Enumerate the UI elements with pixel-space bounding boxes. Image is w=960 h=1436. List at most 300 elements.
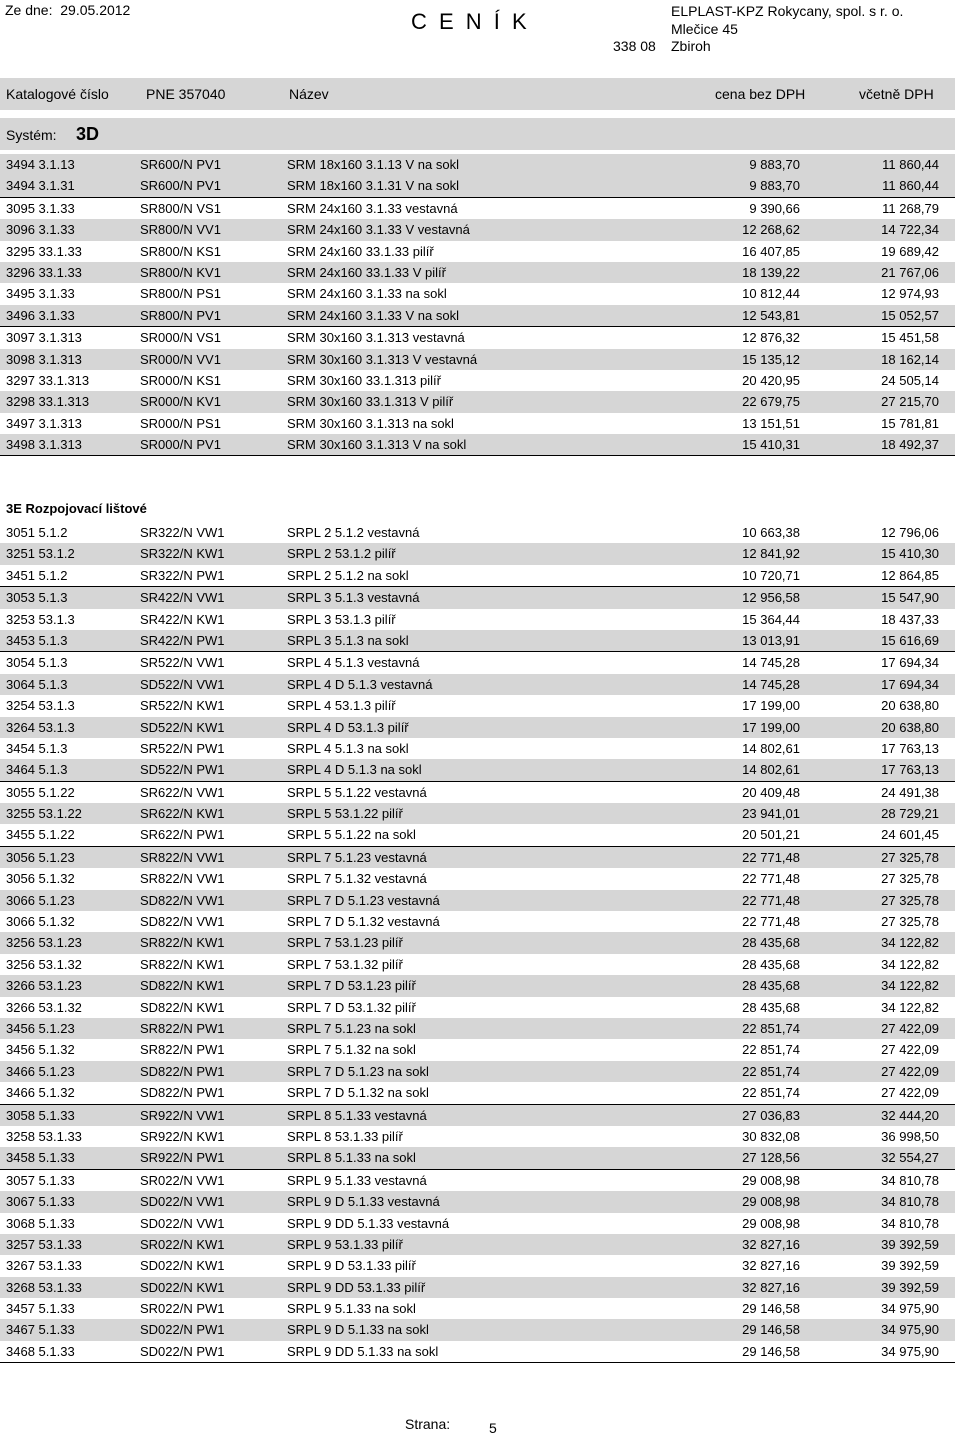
cell-price-gross: 32 554,27 [881,1150,939,1166]
table-row [0,759,955,781]
cell-price-gross: 34 975,90 [881,1322,939,1338]
company-city: Zbiroh [671,38,711,54]
cell-name: SRPL 5 5.1.22 vestavná [287,784,427,800]
company-address [671,2,903,38]
cell-name: SRPL 8 5.1.33 na sokl [287,1150,416,1166]
cell-price-gross: 11 860,44 [882,157,939,172]
company-name: ELPLAST-KPZ Rokycany, spol. s r. o. [671,3,904,19]
cell-price-gross: 28 729,21 [881,806,939,822]
cell-price-gross: 17 763,13 [881,762,939,778]
cell-catalog: 3298 33.1.313 [6,394,90,410]
cell-price-gross: 34 122,82 [881,956,939,972]
cell-pne: SR822/N VW1 [140,871,225,887]
cell-pne: SR022/N PW1 [140,1301,225,1317]
cell-pne: SR600/N PV1 [140,157,221,172]
table-row [0,262,955,283]
cell-pne: SR522/N VW1 [140,655,225,671]
cell-price-gross: 39 392,59 [881,1279,939,1295]
cell-catalog: 3253 53.1.3 [6,611,75,627]
col-price-gross: včetně DPH [859,86,934,102]
cell-pne: SR622/N KW1 [140,806,225,822]
table-row [0,1039,955,1060]
cell-pne: SR422/N VW1 [140,590,225,606]
cell-price-net: 14 745,28 [742,655,800,671]
cell-price-gross: 34 122,82 [881,978,939,994]
cell-price-net: 12 841,92 [742,546,800,562]
table-row [0,782,955,803]
cell-name: SRM 30x160 33.1.313 V pilíř [287,394,454,410]
cell-price-gross: 27 325,78 [881,849,939,865]
cell-price-gross: 27 325,78 [881,914,939,930]
cell-name: SRPL 4 53.1.3 pilíř [287,698,396,714]
cell-price-net: 10 812,44 [742,286,800,302]
date-value: 29.05.2012 [60,2,131,18]
cell-catalog: 3066 5.1.32 [6,914,75,930]
cell-price-gross: 34 975,90 [881,1301,939,1317]
cell-catalog: 3095 3.1.33 [6,200,75,216]
cell-pne: SR322/N PW1 [140,567,225,583]
cell-price-gross: 15 616,69 [881,632,939,648]
cell-pne: SR822/N VW1 [140,849,225,865]
cell-name: SRM 24x160 33.1.33 V pilíř [287,264,446,280]
cell-catalog: 3457 5.1.33 [6,1301,75,1317]
cell-price-net: 14 802,61 [742,740,800,756]
table-row [0,154,955,175]
table-row [0,932,955,953]
cell-pne: SD822/N PW1 [140,1063,225,1079]
cell-name: SRPL 7 5.1.32 vestavná [287,871,427,887]
cell-catalog: 3453 5.1.3 [6,632,68,648]
cell-pne: SD522/N KW1 [140,719,225,735]
col-price-net: cena bez DPH [715,86,806,102]
system-label: Systém: [6,127,57,143]
cell-catalog: 3053 5.1.3 [6,590,68,606]
cell-catalog: 3068 5.1.33 [6,1215,75,1231]
cell-price-net: 14 802,61 [742,762,800,778]
cell-price-net: 29 008,98 [742,1215,800,1231]
cell-catalog: 3057 5.1.33 [6,1172,75,1188]
cell-pne: SR422/N KW1 [140,611,225,627]
table-row [0,868,955,889]
cell-name: SRM 24x160 3.1.33 V vestavná [287,222,470,238]
cell-price-gross: 17 694,34 [881,676,939,692]
cell-pne: SR322/N KW1 [140,546,225,562]
cell-price-net: 29 146,58 [742,1343,800,1359]
table-row [0,717,955,738]
cell-price-gross: 27 422,09 [881,1085,939,1101]
cell-price-gross: 11 268,79 [882,200,939,216]
cell-pne: SR000/N KV1 [140,394,221,410]
cell-price-gross: 27 422,09 [881,1063,939,1079]
cell-price-gross: 12 864,85 [881,567,939,583]
cell-price-gross: 21 767,06 [881,264,939,280]
cell-name: SRPL 9 5.1.33 na sokl [287,1301,416,1317]
table-row [0,738,955,759]
cell-pne: SR800/N VS1 [140,200,221,216]
cell-price-net: 22 851,74 [742,1063,800,1079]
table-row [0,370,955,391]
cell-name: SRPL 4 5.1.3 vestavná [287,655,420,671]
cell-pne: SR922/N KW1 [140,1128,225,1144]
cell-price-gross: 18 162,14 [881,351,939,367]
cell-price-net: 20 409,48 [742,784,800,800]
cell-price-net: 12 543,81 [742,307,800,323]
table-row [0,824,955,846]
cell-name: SRPL 9 DD 5.1.33 vestavná [287,1215,450,1231]
cell-price-net: 30 832,08 [742,1128,800,1144]
cell-catalog: 3296 33.1.33 [6,264,82,280]
cell-price-net: 9 883,70 [749,178,800,194]
table-row [0,434,955,456]
cell-price-net: 17 199,00 [742,719,800,735]
cell-name: SRPL 9 DD 5.1.33 na sokl [287,1343,439,1359]
cell-name: SRPL 8 5.1.33 vestavná [287,1107,427,1123]
table-row [0,1147,955,1169]
table-row [0,803,955,824]
cell-catalog: 3456 5.1.23 [6,1020,75,1036]
cell-catalog: 3451 5.1.2 [6,567,68,583]
cell-pne: SR822/N KW1 [140,935,225,951]
col-catalog: Katalogové číslo [6,86,109,102]
page-title: C E N Í K [411,9,530,34]
page-number: 5 [489,1420,497,1436]
table-row [0,1234,955,1255]
cell-name: SRPL 7 53.1.32 pilíř [287,956,403,972]
cell-price-gross: 27 422,09 [881,1020,939,1036]
cell-price-net: 32 827,16 [742,1258,800,1274]
cell-catalog: 3295 33.1.33 [6,243,82,259]
cell-name: SRPL 7 D 5.1.23 vestavná [287,892,440,908]
cell-price-net: 22 771,48 [742,871,800,887]
cell-price-gross: 15 781,81 [881,415,939,431]
table-row [0,175,955,197]
cell-price-net: 29 146,58 [742,1301,800,1317]
cell-catalog: 3455 5.1.22 [6,827,75,843]
cell-pne: SD022/N KW1 [140,1279,225,1295]
table-row [0,391,955,412]
table-row [0,1082,955,1104]
cell-name: SRM 24x160 3.1.33 vestavná [287,200,458,216]
table-row [0,695,955,716]
table-row [0,630,955,652]
cell-price-net: 22 771,48 [742,914,800,930]
cell-price-gross: 20 638,80 [881,719,939,735]
cell-price-gross: 15 547,90 [881,590,939,606]
cell-name: SRM 24x160 3.1.33 na sokl [287,286,447,302]
cell-catalog: 3267 53.1.33 [6,1258,82,1274]
cell-name: SRPL 4 D 53.1.3 pilíř [287,719,409,735]
cell-pne: SD822/N KW1 [140,999,225,1015]
cell-catalog: 3264 53.1.3 [6,719,75,735]
table-row [0,1170,955,1191]
cell-price-gross: 27 325,78 [881,871,939,887]
cell-name: SRPL 7 D 53.1.23 pilíř [287,978,416,994]
cell-price-gross: 27 422,09 [881,1042,939,1058]
cell-name: SRPL 9 53.1.33 pilíř [287,1236,403,1252]
cell-price-gross: 39 392,59 [881,1236,939,1252]
cell-price-net: 22 679,75 [742,394,800,410]
cell-pne: SR800/N VV1 [140,222,221,238]
cell-price-gross: 17 694,34 [881,655,939,671]
cell-pne: SR800/N PV1 [140,307,221,323]
cell-pne: SR000/N VV1 [140,351,221,367]
cell-price-net: 29 008,98 [742,1172,800,1188]
table-row [0,1341,955,1363]
cell-price-net: 20 420,95 [742,372,800,388]
cell-price-net: 12 876,32 [742,330,800,346]
table-row [0,565,955,587]
cell-catalog: 3498 3.1.313 [6,437,82,453]
cell-pne: SR800/N PS1 [140,286,221,302]
cell-pne: SR922/N VW1 [140,1107,225,1123]
cell-name: SRPL 9 5.1.33 vestavná [287,1172,427,1188]
col-pne: PNE 357040 [146,86,226,102]
cell-pne: SR822/N PW1 [140,1020,225,1036]
cell-catalog: 3458 5.1.33 [6,1150,75,1166]
table-row [0,975,955,996]
cell-catalog: 3055 5.1.22 [6,784,75,800]
cell-name: SRPL 9 D 5.1.33 vestavná [287,1194,440,1210]
cell-name: SRM 30x160 3.1.313 na sokl [287,415,454,431]
cell-catalog: 3254 53.1.3 [6,698,75,714]
cell-pne: SR922/N PW1 [140,1150,225,1166]
cell-price-net: 20 501,21 [742,827,800,843]
cell-price-net: 15 364,44 [742,611,800,627]
cell-name: SRPL 7 5.1.32 na sokl [287,1042,416,1058]
cell-pne: SR800/N KS1 [140,243,221,259]
table-row [0,305,955,327]
cell-name: SRPL 7 D 5.1.32 na sokl [287,1085,429,1101]
cell-price-net: 22 851,74 [742,1042,800,1058]
cell-catalog: 3494 3.1.31 [6,178,75,194]
cell-name: SRM 18x160 3.1.13 V na sokl [287,157,459,172]
cell-price-net: 12 268,62 [742,222,800,238]
cell-name: SRPL 9 DD 53.1.33 pilíř [287,1279,426,1295]
date-label: Ze dne: [5,2,53,18]
table-row [0,674,955,695]
system-bar [0,118,955,150]
cell-price-gross: 18 492,37 [881,437,939,453]
cell-name: SRPL 4 D 5.1.3 vestavná [287,676,433,692]
cell-catalog: 3464 5.1.3 [6,762,68,778]
cell-pne: SR600/N PV1 [140,178,221,194]
table-row [0,1061,955,1082]
cell-pne: SR822/N PW1 [140,1042,225,1058]
cell-catalog: 3067 5.1.33 [6,1194,75,1210]
cell-pne: SR822/N KW1 [140,956,225,972]
date [5,2,130,18]
cell-pne: SR800/N KV1 [140,264,221,280]
cell-price-net: 28 435,68 [742,935,800,951]
cell-name: SRPL 7 5.1.23 na sokl [287,1020,416,1036]
cell-name: SRPL 2 5.1.2 vestavná [287,525,420,540]
cell-catalog: 3497 3.1.313 [6,415,82,431]
cell-name: SRPL 7 D 53.1.32 pilíř [287,999,416,1015]
cell-name: SRPL 7 5.1.23 vestavná [287,849,427,865]
cell-price-net: 32 827,16 [742,1279,800,1295]
cell-price-gross: 15 410,30 [881,546,939,562]
table-row [0,1298,955,1319]
cell-price-gross: 34 810,78 [881,1194,939,1210]
cell-pne: SD022/N VW1 [140,1194,225,1210]
cell-catalog: 3258 53.1.33 [6,1128,82,1144]
cell-name: SRPL 4 D 5.1.3 na sokl [287,762,422,778]
cell-name: SRPL 5 5.1.22 na sokl [287,827,416,843]
cell-catalog: 3096 3.1.33 [6,222,75,238]
cell-price-gross: 36 998,50 [881,1128,939,1144]
table-row [0,609,955,630]
cell-catalog: 3257 53.1.33 [6,1236,82,1252]
cell-pne: SD022/N KW1 [140,1258,225,1274]
cell-pne: SD822/N VW1 [140,914,225,930]
cell-price-gross: 34 975,90 [881,1343,939,1359]
cell-price-net: 10 663,38 [742,525,800,540]
table-row [0,847,955,868]
cell-catalog: 3266 53.1.32 [6,999,82,1015]
cell-pne: SD822/N PW1 [140,1085,225,1101]
table-row [0,241,955,262]
cell-price-gross: 12 974,93 [881,286,939,302]
cell-pne: SR422/N PW1 [140,632,225,648]
cell-price-gross: 34 810,78 [881,1172,939,1188]
table-row [0,1277,955,1298]
table-row [0,890,955,911]
cell-price-net: 9 390,66 [749,200,800,216]
cell-pne: SD022/N VW1 [140,1215,225,1231]
column-header-bar [0,78,955,110]
cell-pne: SR022/N VW1 [140,1172,225,1188]
table-row [0,954,955,975]
company-street: Mlečice 45 [671,21,738,37]
cell-price-gross: 24 491,38 [881,784,939,800]
cell-catalog: 3456 5.1.32 [6,1042,75,1058]
cell-catalog: 3066 5.1.23 [6,892,75,908]
cell-price-gross: 15 451,58 [881,330,939,346]
table-row [0,652,955,673]
table-row [0,1319,955,1340]
cell-price-gross: 11 860,44 [882,178,939,194]
cell-price-net: 10 720,71 [742,567,800,583]
cell-catalog: 3098 3.1.313 [6,351,82,367]
cell-pne: SR622/N VW1 [140,784,225,800]
cell-name: SRM 24x160 3.1.33 V na sokl [287,307,459,323]
cell-name: SRPL 7 D 5.1.23 na sokl [287,1063,429,1079]
cell-catalog: 3051 5.1.2 [6,525,68,540]
cell-catalog: 3266 53.1.23 [6,978,82,994]
cell-price-net: 29 008,98 [742,1194,800,1210]
cell-price-net: 16 407,85 [742,243,800,259]
cell-name: SRPL 5 53.1.22 pilíř [287,806,403,822]
cell-catalog: 3251 53.1.2 [6,546,75,562]
cell-name: SRPL 9 D 53.1.33 pilíř [287,1258,416,1274]
cell-price-net: 28 435,68 [742,956,800,972]
cell-price-net: 15 135,12 [742,351,800,367]
cell-name: SRM 18x160 3.1.31 V na sokl [287,178,459,194]
cell-price-gross: 34 122,82 [881,935,939,951]
cell-price-gross: 27 215,70 [881,394,939,410]
cell-price-gross: 32 444,20 [881,1107,939,1123]
cell-price-gross: 14 722,34 [881,222,939,238]
cell-catalog: 3256 53.1.32 [6,956,82,972]
table-row [0,413,955,434]
cell-price-net: 22 771,48 [742,849,800,865]
cell-catalog: 3454 5.1.3 [6,740,68,756]
cell-name: SRPL 2 5.1.2 na sokl [287,567,409,583]
cell-pne: SD022/N PW1 [140,1322,225,1338]
cell-price-net: 9 883,70 [749,157,800,172]
table-row [0,1191,955,1212]
cell-name: SRM 30x160 3.1.313 V na sokl [287,437,467,453]
cell-catalog: 3268 53.1.33 [6,1279,82,1295]
page-header [0,0,960,68]
table-row [0,327,955,348]
cell-catalog: 3466 5.1.23 [6,1063,75,1079]
cell-price-net: 28 435,68 [742,999,800,1015]
cell-catalog: 3468 5.1.33 [6,1343,75,1359]
cell-price-gross: 17 763,13 [881,740,939,756]
system-value: 3D [76,124,100,144]
cell-name: SRPL 3 5.1.3 vestavná [287,590,420,606]
cell-price-gross: 27 325,78 [881,892,939,908]
cell-name: SRPL 2 53.1.2 pilíř [287,546,396,562]
page-label: Strana: [405,1416,451,1432]
cell-price-net: 23 941,01 [742,806,800,822]
cell-price-net: 14 745,28 [742,676,800,692]
cell-price-net: 13 013,91 [742,632,800,648]
cell-pne: SR522/N KW1 [140,698,225,714]
cell-pne: SR622/N PW1 [140,827,225,843]
cell-name: SRPL 7 53.1.23 pilíř [287,935,403,951]
table-row [0,1126,955,1147]
cell-price-net: 28 435,68 [742,978,800,994]
cell-name: SRM 30x160 3.1.313 V vestavná [287,351,478,367]
cell-catalog: 3496 3.1.33 [6,307,75,323]
table-row [0,283,955,304]
table-row [0,1018,955,1039]
cell-catalog: 3097 3.1.313 [6,330,82,346]
cell-pne: SR000/N KS1 [140,372,221,388]
table-row [0,587,955,608]
cell-price-net: 29 146,58 [742,1322,800,1338]
cell-price-gross: 34 810,78 [881,1215,939,1231]
cell-catalog: 3064 5.1.3 [6,676,68,692]
cell-catalog: 3058 5.1.33 [6,1107,75,1123]
cell-price-gross: 12 796,06 [881,525,939,540]
table-row [0,349,955,370]
cell-name: SRM 24x160 33.1.33 pilíř [287,243,434,259]
table-row [0,219,955,240]
cell-price-net: 22 851,74 [742,1085,800,1101]
cell-catalog: 3495 3.1.33 [6,286,75,302]
table-row [0,911,955,932]
cell-name: SRM 30x160 3.1.313 vestavná [287,330,465,346]
cell-price-net: 22 771,48 [742,892,800,908]
cell-catalog: 3255 53.1.22 [6,806,82,822]
cell-name: SRPL 3 5.1.3 na sokl [287,632,409,648]
cell-pne: SD822/N KW1 [140,978,225,994]
cell-pne: SR000/N VS1 [140,330,221,346]
table-row [0,997,955,1018]
cell-price-gross: 20 638,80 [881,698,939,714]
cell-pne: SR022/N KW1 [140,1236,225,1252]
cell-price-gross: 15 052,57 [881,307,939,323]
price-table-3e [0,522,955,1363]
cell-catalog: 3466 5.1.32 [6,1085,75,1101]
company-zip: 338 08 [613,38,656,54]
cell-name: SRPL 9 D 5.1.33 na sokl [287,1322,429,1338]
cell-name: SRM 30x160 33.1.313 pilíř [287,372,441,388]
table-row [0,543,955,564]
